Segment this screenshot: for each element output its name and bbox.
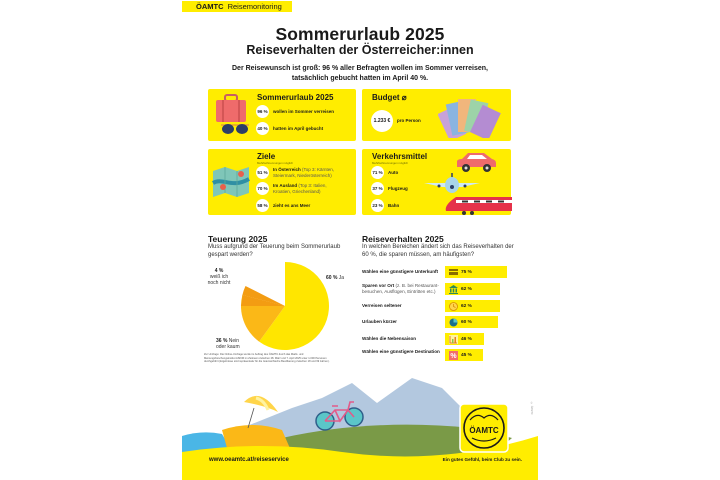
reiseverhalten-question: In welchen Bereichen ändert sich das Reiseverhalten der 60 %, die sparen müssen, am häufigsten? [362,244,514,258]
page-title: Sommerurlaub 2025 [275,24,445,44]
stat-gebucht: 40 % hatten im April gebucht [256,122,323,135]
pie-icon [448,318,458,327]
intro-text: Der Reisewunsch ist groß: 96 % aller Befragten wollen im Sommer verreisen, tatsächlich gebucht hatten im April 40 %. [232,65,488,82]
teuerung-question: Muss aufgrund der Teuerung beim Sommerurlaub gespart werden? [208,244,341,258]
airplane-icon [422,171,482,197]
series-tag [182,1,292,12]
bar-row-vor-ort: Sparen vor Ort (z. B. bei Restaurant-besuchen, Ausflügen, Eintritten etc.) 62 % [362,283,532,297]
card-title: Sommerurlaub 2025 [257,93,334,102]
clock-icon [448,302,458,311]
card-title: Verkehrsmittel [372,152,428,161]
card-title: Budget ⌀ [372,93,407,102]
teuerung-title: Teuerung 2025 [208,234,268,244]
map-icon [211,165,251,199]
stat-auto: 71 % Auto [371,166,398,179]
stat-bahn: 23 % Bahn [371,199,399,212]
car-icon [454,151,498,173]
bar-row-destination: Wählen eine günstigere Destination % 45 % [362,349,532,363]
website-link[interactable]: www.oeamtc.at/reiseservice [209,457,289,463]
stat-oesterreich: 51 % In Österreich (Top 3: Kärnten, Steiermark, Niederösterreich) [257,167,335,178]
pie-label-weiss: 4 % weiß ich noch nicht [207,268,231,286]
bar-row-kuerzer: Urlauben kürzer 60 % [362,316,532,330]
page-subtitle: Reiseverhalten der Österreicher:innen [246,43,474,57]
card-title: Ziele [257,152,276,161]
svg-text:%: % [449,352,457,360]
bar-row-nebensaison: Wählen die Nebensaison 46 % [362,333,532,347]
stat-flugzeug: 37 % Flugzeug [371,182,408,195]
reiseverhalten-title: Reiseverhalten 2025 [362,234,444,244]
bar-row-seltener: Verreisen seltener 62 % [362,300,532,314]
season-chart-icon [448,335,458,344]
image-credit: © ÖAMTC [530,402,533,415]
bar-row-unterkunft: Wählen eine günstigere Unterkunft 75 % [362,266,532,280]
card-verkehrsmittel: Verkehrsmittel Mehrfachnennungen möglich 71 % Auto 37 % Flugzeug 23 % Bahn [362,149,511,215]
infographic-poster [182,0,538,480]
sunglasses-icon [220,122,250,136]
stat-meer: 58 % zieht es ans Meer [256,199,310,212]
card-budget [362,89,511,141]
pie-label-nein: 36 % Nein oder kaum [216,338,240,350]
percent-icon [448,351,458,360]
pie-label-ja: 60 % Ja [326,275,345,281]
card-sommerurlaub [208,89,356,141]
card-ziele: Ziele Mehrfachnennungen möglich 51 % In Österreich (Top 3: Kärnten, Steiermark, Niederösterreich) 70 % Im Ausland (Top 3: Italien, Kroatien, Griechenland) 58 % zieht es ans Meer [208,149,356,215]
bank-icon [448,285,458,294]
landscape-illustration [182,368,538,480]
stat-ausland: 70 % Im Ausland (Top 3: Italien, Kroatien, Griechenland) [257,183,327,194]
slogan: Ein gutes Gefühl, beim Club zu sein. [442,457,522,462]
series-label: Reisemonitoring [227,2,282,11]
pie-chart [240,261,330,351]
survey-footnote: Zur Umfrage: Die Online-Umfrage wurde im Auftrag des ÖAMTC durch das Markt- und Meinungsforschungsinstitut ASKIM im Zeitraum zwischen 28. März und 7. April 2025 unter 1.000 Personen durchgeführt (Ergebnisse sind repräsentativ für die österreichische Bevölkerung zwischen 18 und 69 Jahren). [204,353,330,364]
logo-oeamtc: ÖAMTC [469,426,499,435]
bed-icon [448,268,458,277]
stat-budget: 1.233 € pro Person [371,110,421,132]
brand-label: ÖAMTC [196,2,224,11]
stat-verreisen: 96 % wollen im Sommer verreisen [256,105,334,118]
train-icon [442,195,512,215]
banknotes-icon [438,94,502,138]
